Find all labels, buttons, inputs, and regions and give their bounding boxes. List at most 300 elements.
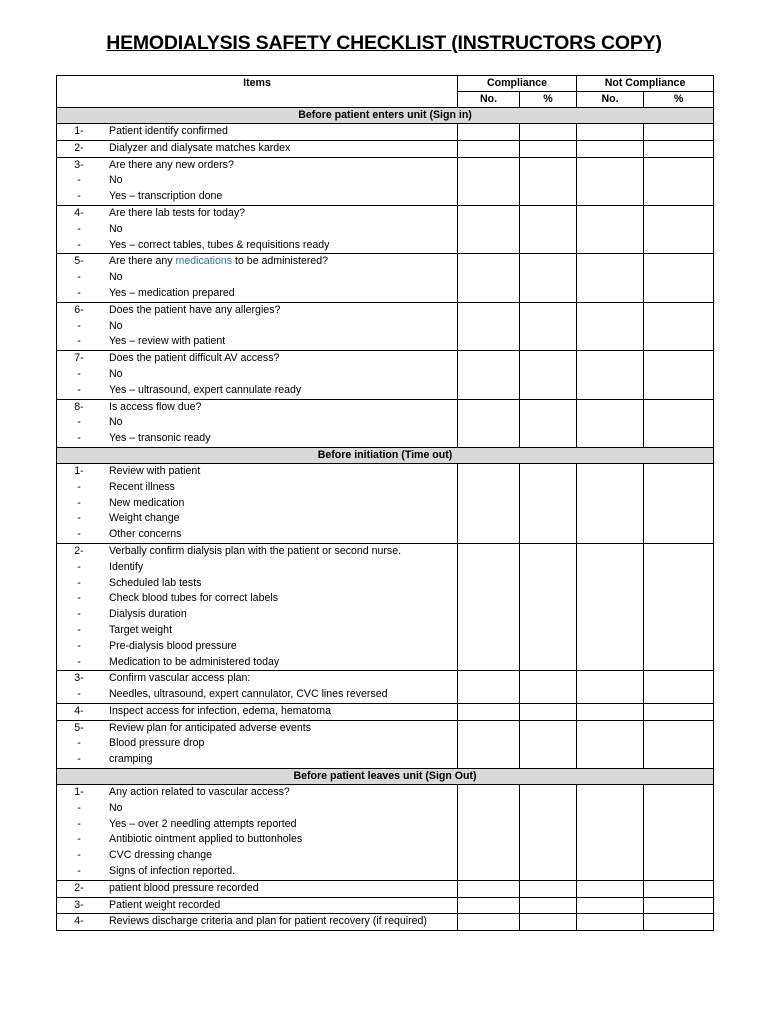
item-text-main: Inspect access for infection, edema, hematoma xyxy=(109,704,331,717)
not-compliance-pct-cell[interactable] xyxy=(644,302,714,350)
compliance-pct-cell[interactable] xyxy=(520,351,577,399)
item-line xyxy=(57,464,457,480)
item-line xyxy=(57,832,457,848)
item-text xyxy=(101,480,457,496)
item-text xyxy=(101,704,457,720)
item-line xyxy=(57,864,457,880)
checklist-table xyxy=(56,75,714,931)
item-line xyxy=(57,334,457,350)
item-text-main: Review with patient xyxy=(109,464,201,477)
item-text-main: No xyxy=(109,416,123,429)
item-text xyxy=(101,334,457,350)
compliance-no-cell[interactable] xyxy=(458,302,520,350)
item-text xyxy=(101,238,457,254)
items-header: Items xyxy=(57,76,458,108)
compliance-no-cell[interactable] xyxy=(458,463,520,543)
item-text-tail: to be administered? xyxy=(232,255,329,268)
item-line xyxy=(57,576,457,592)
not-compliance-pct-cell[interactable] xyxy=(644,205,714,253)
checklist-item-row xyxy=(57,720,714,768)
not-compliance-no-cell[interactable] xyxy=(577,351,644,399)
item-text xyxy=(101,464,457,480)
item-text-main: Patient identify confirmed xyxy=(109,125,228,137)
not-compliance-no-header: No. xyxy=(577,92,644,108)
item-text xyxy=(101,655,457,671)
item-number: 4- xyxy=(74,206,84,219)
item-number: - xyxy=(77,592,81,605)
item-number: 1- xyxy=(74,464,84,477)
item-text-main: Check blood tubes for correct labels xyxy=(109,592,278,605)
compliance-pct-cell[interactable] xyxy=(520,897,577,914)
not-compliance-no-cell[interactable] xyxy=(577,399,644,447)
compliance-header: Compliance xyxy=(458,76,577,92)
item-text xyxy=(101,817,457,833)
item-line xyxy=(57,801,457,817)
item-number: - xyxy=(77,512,81,525)
not-compliance-pct-cell[interactable] xyxy=(644,140,714,157)
item-text xyxy=(101,254,457,270)
item-line xyxy=(57,721,457,737)
not-compliance-no-cell[interactable] xyxy=(577,140,644,157)
checklist-item-row xyxy=(57,302,714,350)
item-line xyxy=(57,286,457,302)
item-number: - xyxy=(77,737,81,750)
checklist-item-row xyxy=(57,785,714,881)
section-title: Before initiation (Time out) xyxy=(57,447,714,463)
item-line xyxy=(57,270,457,286)
compliance-pct-cell[interactable] xyxy=(520,205,577,253)
item-text xyxy=(101,351,457,367)
item-number: - xyxy=(77,849,81,862)
compliance-no-cell[interactable] xyxy=(458,914,520,931)
item-text-main: Yes – over 2 needling attempts reported xyxy=(109,817,297,830)
item-text xyxy=(101,431,457,447)
item-text-main: No xyxy=(109,367,123,380)
item-cell xyxy=(57,703,458,720)
item-number: - xyxy=(77,238,81,251)
section-title: Before patient leaves unit (Sign Out) xyxy=(57,769,714,785)
compliance-pct-cell[interactable] xyxy=(520,254,577,302)
compliance-no-cell[interactable] xyxy=(458,205,520,253)
item-text-main: Any action related to vascular access? xyxy=(109,786,290,799)
checklist-item-row xyxy=(57,897,714,914)
item-text xyxy=(101,576,457,592)
item-line xyxy=(57,607,457,623)
item-text xyxy=(101,383,457,399)
item-line xyxy=(57,591,457,607)
item-cell xyxy=(57,463,458,543)
compliance-no-cell[interactable] xyxy=(458,897,520,914)
item-text-main: Confirm vascular access plan: xyxy=(109,672,251,685)
item-text xyxy=(101,270,457,286)
not-compliance-no-cell[interactable] xyxy=(577,205,644,253)
compliance-pct-cell[interactable] xyxy=(520,463,577,543)
item-number: - xyxy=(77,655,81,668)
compliance-no-cell[interactable] xyxy=(458,140,520,157)
compliance-pct-cell[interactable] xyxy=(520,914,577,931)
item-line xyxy=(57,817,457,833)
item-line xyxy=(57,752,457,768)
item-number: - xyxy=(77,286,81,299)
item-text-main: Does the patient have any allergies? xyxy=(109,303,281,316)
item-number: - xyxy=(77,576,81,589)
item-text-main: Yes – transonic ready xyxy=(109,432,211,445)
item-text-main: Pre-dialysis blood pressure xyxy=(109,639,237,652)
not-compliance-pct-cell[interactable] xyxy=(644,463,714,543)
item-number: - xyxy=(77,190,81,203)
item-cell xyxy=(57,205,458,253)
item-number: - xyxy=(77,496,81,509)
not-compliance-pct-cell[interactable] xyxy=(644,720,714,768)
not-compliance-pct-cell[interactable] xyxy=(644,399,714,447)
item-number: 1- xyxy=(74,786,84,799)
item-cell xyxy=(57,720,458,768)
item-text xyxy=(101,415,457,431)
not-compliance-pct-cell[interactable] xyxy=(644,543,714,670)
item-text-main: cramping xyxy=(109,753,153,766)
item-number: 2- xyxy=(74,881,84,894)
item-text xyxy=(101,607,457,623)
not-compliance-no-cell[interactable] xyxy=(577,703,644,720)
item-text-main: Review plan for anticipated adverse events xyxy=(109,721,311,734)
not-compliance-pct-cell[interactable] xyxy=(644,157,714,205)
compliance-pct-cell[interactable] xyxy=(520,140,577,157)
compliance-pct-cell[interactable] xyxy=(520,703,577,720)
item-text xyxy=(101,623,457,639)
item-cell xyxy=(57,914,458,931)
item-text-main: No xyxy=(109,271,123,284)
checklist-item-row xyxy=(57,124,714,141)
item-number: - xyxy=(77,528,81,541)
item-text-main: New medication xyxy=(109,496,185,509)
item-text xyxy=(101,687,457,703)
item-line xyxy=(57,785,457,801)
compliance-pct-cell[interactable] xyxy=(520,543,577,670)
item-line xyxy=(57,881,457,897)
compliance-pct-cell[interactable] xyxy=(520,880,577,897)
compliance-no-cell[interactable] xyxy=(458,785,520,881)
item-text-main: Dialysis duration xyxy=(109,608,187,621)
item-number: 7- xyxy=(74,352,84,365)
checklist-item-row xyxy=(57,351,714,399)
not-compliance-no-cell[interactable] xyxy=(577,543,644,670)
compliance-no-cell[interactable] xyxy=(458,254,520,302)
item-number: - xyxy=(77,801,81,814)
item-text-main: Target weight xyxy=(109,623,173,636)
item-number: 8- xyxy=(74,400,84,413)
item-text-main: Signs of infection reported. xyxy=(109,865,236,878)
item-text-main: Are there lab tests for today? xyxy=(109,206,246,219)
not-compliance-header: Not Compliance xyxy=(577,76,714,92)
item-text xyxy=(101,303,457,319)
compliance-no-cell[interactable] xyxy=(458,720,520,768)
item-text-main: Other concerns xyxy=(109,528,182,541)
item-cell xyxy=(57,351,458,399)
checklist-item-row xyxy=(57,914,714,931)
item-number: - xyxy=(77,817,81,830)
checklist-item-row xyxy=(57,205,714,253)
item-number: - xyxy=(77,432,81,445)
item-text xyxy=(101,721,457,737)
checklist-item-row xyxy=(57,399,714,447)
item-text-main: Yes – ultrasound, expert cannulate ready xyxy=(109,383,302,396)
not-compliance-pct-cell[interactable] xyxy=(644,785,714,881)
item-line xyxy=(57,623,457,639)
item-text-main: Are there any new orders? xyxy=(109,158,234,171)
not-compliance-no-cell[interactable] xyxy=(577,785,644,881)
compliance-no-cell[interactable] xyxy=(458,399,520,447)
item-text-main: Yes – review with patient xyxy=(109,335,226,348)
item-text xyxy=(101,189,457,205)
item-number: - xyxy=(77,560,81,573)
item-text-main: No xyxy=(109,222,123,235)
compliance-no-cell[interactable] xyxy=(458,880,520,897)
item-number: - xyxy=(77,319,81,332)
item-text xyxy=(101,124,457,140)
item-number: - xyxy=(77,222,81,235)
item-text xyxy=(101,801,457,817)
item-text xyxy=(101,206,457,222)
compliance-pct-cell[interactable] xyxy=(520,671,577,704)
item-line xyxy=(57,671,457,687)
not-compliance-pct-cell[interactable] xyxy=(644,254,714,302)
not-compliance-no-cell[interactable] xyxy=(577,880,644,897)
item-number: 5- xyxy=(74,721,84,734)
checklist-item-row xyxy=(57,671,714,704)
item-text-main: Does the patient difficult AV access? xyxy=(109,352,280,365)
item-cell xyxy=(57,543,458,670)
item-line xyxy=(57,124,457,140)
item-line xyxy=(57,383,457,399)
item-text xyxy=(101,752,457,768)
item-number: - xyxy=(77,480,81,493)
not-compliance-pct-header: % xyxy=(644,92,714,108)
item-text-main: Yes – medication prepared xyxy=(109,286,235,299)
medications-link[interactable]: medications xyxy=(175,255,233,268)
section-header-row xyxy=(57,769,714,785)
not-compliance-pct-cell[interactable] xyxy=(644,671,714,704)
item-number: - xyxy=(77,623,81,636)
item-text xyxy=(101,544,457,560)
item-text-main: Needles, ultrasound, expert cannulator, CVC lines reversed xyxy=(109,688,388,701)
item-number: - xyxy=(77,367,81,380)
item-text xyxy=(101,141,457,157)
item-line xyxy=(57,158,457,174)
item-text-main: Dialyzer and dialysate matches kardex xyxy=(109,141,291,154)
not-compliance-no-cell[interactable] xyxy=(577,157,644,205)
item-line xyxy=(57,544,457,560)
item-number: - xyxy=(77,608,81,621)
item-text xyxy=(101,881,457,897)
item-text xyxy=(101,158,457,174)
item-text xyxy=(101,222,457,238)
section-header-row xyxy=(57,108,714,124)
item-text xyxy=(101,173,457,189)
item-number: - xyxy=(77,639,81,652)
item-number: 1- xyxy=(74,125,84,137)
item-line xyxy=(57,303,457,319)
item-text xyxy=(101,671,457,687)
item-line xyxy=(57,400,457,416)
item-line xyxy=(57,415,457,431)
item-text xyxy=(101,286,457,302)
checklist-item-row xyxy=(57,463,714,543)
item-line xyxy=(57,480,457,496)
item-line xyxy=(57,914,457,930)
item-cell xyxy=(57,785,458,881)
item-line xyxy=(57,496,457,512)
item-text xyxy=(101,736,457,752)
item-text xyxy=(101,496,457,512)
item-cell xyxy=(57,140,458,157)
not-compliance-pct-cell[interactable] xyxy=(644,897,714,914)
item-text-main: Yes – transcription done xyxy=(109,190,223,203)
item-number: - xyxy=(77,865,81,878)
not-compliance-no-cell[interactable] xyxy=(577,302,644,350)
item-cell xyxy=(57,254,458,302)
item-number: - xyxy=(77,688,81,701)
item-number: - xyxy=(77,753,81,766)
item-text xyxy=(101,864,457,880)
item-number: 3- xyxy=(74,898,84,911)
item-line xyxy=(57,319,457,335)
compliance-no-cell[interactable] xyxy=(458,124,520,141)
item-line xyxy=(57,206,457,222)
not-compliance-no-cell[interactable] xyxy=(577,254,644,302)
compliance-no-cell[interactable] xyxy=(458,671,520,704)
item-line xyxy=(57,898,457,914)
item-text xyxy=(101,591,457,607)
item-line xyxy=(57,704,457,720)
not-compliance-pct-cell[interactable] xyxy=(644,880,714,897)
item-number: - xyxy=(77,416,81,429)
item-text-main: Patient weight recorded xyxy=(109,898,221,911)
not-compliance-no-cell[interactable] xyxy=(577,720,644,768)
item-number: 5- xyxy=(74,255,84,268)
compliance-pct-cell[interactable] xyxy=(520,399,577,447)
not-compliance-pct-cell[interactable] xyxy=(644,124,714,141)
item-line xyxy=(57,848,457,864)
not-compliance-no-cell[interactable] xyxy=(577,897,644,914)
compliance-pct-cell[interactable] xyxy=(520,157,577,205)
not-compliance-no-cell[interactable] xyxy=(577,671,644,704)
item-text xyxy=(101,560,457,576)
item-cell xyxy=(57,897,458,914)
item-text xyxy=(101,400,457,416)
item-text xyxy=(101,639,457,655)
item-text-main: Yes – correct tables, tubes & requisitions ready xyxy=(109,238,330,251)
item-text xyxy=(101,319,457,335)
item-number: 4- xyxy=(74,704,84,717)
item-text xyxy=(101,785,457,801)
not-compliance-no-cell[interactable] xyxy=(577,124,644,141)
item-text-main: Scheduled lab tests xyxy=(109,576,202,589)
item-text-main: No xyxy=(109,174,123,187)
item-line xyxy=(57,173,457,189)
item-text-main: No xyxy=(109,319,123,332)
checklist-item-row xyxy=(57,880,714,897)
item-number: 3- xyxy=(74,672,84,685)
item-text-main: patient blood pressure recorded xyxy=(109,881,259,894)
compliance-no-cell[interactable] xyxy=(458,351,520,399)
item-text xyxy=(101,527,457,543)
item-line xyxy=(57,736,457,752)
item-number: - xyxy=(77,383,81,396)
item-cell xyxy=(57,157,458,205)
compliance-pct-cell[interactable] xyxy=(520,124,577,141)
item-line xyxy=(57,687,457,703)
item-cell xyxy=(57,399,458,447)
item-line xyxy=(57,351,457,367)
item-text-main: Weight change xyxy=(109,512,180,525)
compliance-pct-cell[interactable] xyxy=(520,720,577,768)
item-number: - xyxy=(77,174,81,187)
item-line xyxy=(57,189,457,205)
item-text-main: Antibiotic ointment applied to buttonholes xyxy=(109,833,303,846)
checklist-item-row xyxy=(57,157,714,205)
not-compliance-no-cell[interactable] xyxy=(577,463,644,543)
item-line xyxy=(57,254,457,270)
not-compliance-pct-cell[interactable] xyxy=(644,914,714,931)
item-line xyxy=(57,141,457,157)
item-number: 3- xyxy=(74,158,84,171)
item-text xyxy=(101,511,457,527)
compliance-no-cell[interactable] xyxy=(458,543,520,670)
item-line xyxy=(57,431,457,447)
compliance-no-cell[interactable] xyxy=(458,703,520,720)
compliance-no-cell[interactable] xyxy=(458,157,520,205)
section-title: Before patient enters unit (Sign in) xyxy=(57,108,714,124)
checklist-item-row xyxy=(57,703,714,720)
item-text-main: Is access flow due? xyxy=(109,400,202,413)
item-cell xyxy=(57,124,458,141)
item-cell xyxy=(57,302,458,350)
section-header-row xyxy=(57,447,714,463)
item-text-main: Verbally confirm dialysis plan with the patient or second nurse. xyxy=(109,544,402,557)
item-text-main: Identify xyxy=(109,560,144,573)
item-number: 2- xyxy=(74,544,84,557)
checklist-item-row xyxy=(57,254,714,302)
page-title: HEMODIALYSIS SAFETY CHECKLIST (INSTRUCTORS COPY) xyxy=(106,32,662,54)
item-number: 2- xyxy=(74,141,84,154)
item-text-main: Reviews discharge criteria and plan for patient recovery (if required) xyxy=(109,915,427,928)
item-text-main: Recent illness xyxy=(109,480,175,493)
item-line xyxy=(57,222,457,238)
compliance-pct-cell[interactable] xyxy=(520,302,577,350)
compliance-pct-header: % xyxy=(520,92,577,108)
item-number: - xyxy=(77,271,81,284)
item-text-main: Medication to be administered today xyxy=(109,655,280,668)
item-number: 6- xyxy=(74,303,84,316)
item-number: - xyxy=(77,833,81,846)
item-line xyxy=(57,655,457,671)
item-line xyxy=(57,527,457,543)
checklist-item-row xyxy=(57,543,714,670)
item-text xyxy=(101,367,457,383)
item-text xyxy=(101,832,457,848)
item-text-main: Are there any xyxy=(109,255,176,268)
not-compliance-no-cell[interactable] xyxy=(577,914,644,931)
item-line xyxy=(57,511,457,527)
compliance-no-header: No. xyxy=(458,92,520,108)
item-number: 4- xyxy=(74,915,84,928)
item-text-main: CVC dressing change xyxy=(109,849,213,862)
item-text xyxy=(101,898,457,914)
not-compliance-pct-cell[interactable] xyxy=(644,703,714,720)
item-line xyxy=(57,560,457,576)
not-compliance-pct-cell[interactable] xyxy=(644,351,714,399)
compliance-pct-cell[interactable] xyxy=(520,785,577,881)
